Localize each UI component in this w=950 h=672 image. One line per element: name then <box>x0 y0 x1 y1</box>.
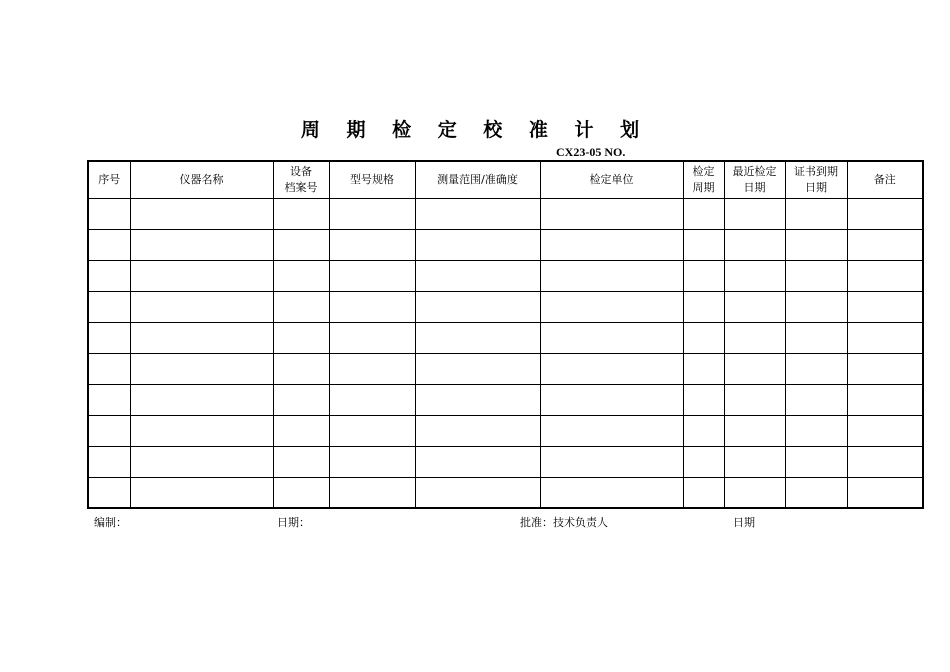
table-cell-name[interactable] <box>130 291 273 322</box>
table-cell-expiry[interactable] <box>785 415 847 446</box>
table-cell-seq[interactable] <box>88 229 130 260</box>
header-last_date-line: 最近检定 <box>732 164 777 178</box>
table-cell-cycle[interactable] <box>683 229 724 260</box>
table-cell-file_no[interactable] <box>273 477 329 508</box>
table-cell-model[interactable] <box>329 322 415 353</box>
header-range <box>415 161 540 198</box>
table-cell-expiry[interactable] <box>785 198 847 229</box>
table-cell-seq[interactable] <box>88 291 130 322</box>
table-row <box>88 446 923 477</box>
table-cell-last_date[interactable] <box>724 477 785 508</box>
header-unit <box>540 161 683 198</box>
table-cell-range[interactable] <box>415 477 540 508</box>
table-cell-name[interactable] <box>130 415 273 446</box>
header-range-line: 测量范围/准确度 <box>437 172 518 186</box>
table-cell-expiry[interactable] <box>785 384 847 415</box>
table-row <box>88 322 923 353</box>
table-cell-remark[interactable] <box>847 446 923 477</box>
table-cell-range[interactable] <box>415 415 540 446</box>
table-row <box>88 198 923 229</box>
header-last_date <box>724 161 785 198</box>
table-cell-cycle[interactable] <box>683 477 724 508</box>
table-cell-file_no[interactable] <box>273 322 329 353</box>
header-file_no <box>273 161 329 198</box>
table-cell-cycle[interactable] <box>683 291 724 322</box>
table-cell-unit[interactable] <box>540 384 683 415</box>
table-cell-remark[interactable] <box>847 415 923 446</box>
table-cell-remark[interactable] <box>847 353 923 384</box>
table-cell-seq[interactable] <box>88 446 130 477</box>
table-cell-seq[interactable] <box>88 477 130 508</box>
header-row <box>88 161 923 198</box>
table-cell-last_date[interactable] <box>724 446 785 477</box>
table-cell-name[interactable] <box>130 198 273 229</box>
table-cell-seq[interactable] <box>88 415 130 446</box>
table-cell-name[interactable] <box>130 384 273 415</box>
table-cell-last_date[interactable] <box>724 198 785 229</box>
table-cell-last_date[interactable] <box>724 353 785 384</box>
table-cell-name[interactable] <box>130 446 273 477</box>
table-cell-file_no[interactable] <box>273 229 329 260</box>
calibration-plan-table <box>87 160 924 509</box>
date-label: 日期： <box>277 516 310 529</box>
table-row <box>88 291 923 322</box>
table-cell-range[interactable] <box>415 384 540 415</box>
table-cell-model[interactable] <box>329 446 415 477</box>
table-cell-expiry[interactable] <box>785 291 847 322</box>
header-last_date-line: 日期 <box>743 180 766 194</box>
approved-by-label: 批准：技术负责人 <box>520 516 608 529</box>
table-cell-unit[interactable] <box>540 198 683 229</box>
table-cell-file_no[interactable] <box>273 198 329 229</box>
table-cell-model[interactable] <box>329 260 415 291</box>
approval-date-label: 日期 <box>733 516 755 529</box>
table-cell-remark[interactable] <box>847 291 923 322</box>
table-cell-unit[interactable] <box>540 229 683 260</box>
header-cycle-line: 周期 <box>692 180 715 194</box>
table-cell-cycle[interactable] <box>683 415 724 446</box>
table-row <box>88 477 923 508</box>
table-body <box>88 198 923 508</box>
table-cell-last_date[interactable] <box>724 322 785 353</box>
table-cell-unit[interactable] <box>540 446 683 477</box>
table-cell-cycle[interactable] <box>683 353 724 384</box>
table-cell-name[interactable] <box>130 477 273 508</box>
table-cell-file_no[interactable] <box>273 446 329 477</box>
table-cell-remark[interactable] <box>847 260 923 291</box>
table-cell-model[interactable] <box>329 353 415 384</box>
table-cell-file_no[interactable] <box>273 353 329 384</box>
table-cell-remark[interactable] <box>847 229 923 260</box>
table-cell-expiry[interactable] <box>785 446 847 477</box>
table-cell-last_date[interactable] <box>724 291 785 322</box>
table-cell-cycle[interactable] <box>683 322 724 353</box>
table-cell-expiry[interactable] <box>785 353 847 384</box>
header-expiry-line: 证书到期 <box>794 164 838 178</box>
header-model <box>329 161 415 198</box>
table-row <box>88 260 923 291</box>
header-remark-line: 备注 <box>873 172 896 186</box>
table-cell-unit[interactable] <box>540 415 683 446</box>
prepared-by-label: 编制： <box>94 516 127 529</box>
table-cell-model[interactable] <box>329 198 415 229</box>
table-cell-expiry[interactable] <box>785 322 847 353</box>
header-seq <box>88 161 130 198</box>
table-cell-name[interactable] <box>130 260 273 291</box>
document-title: 周 期 检 定 校 准 计 划 <box>300 119 650 141</box>
table-cell-remark[interactable] <box>847 477 923 508</box>
header-expiry-line: 日期 <box>805 180 827 194</box>
table-cell-expiry[interactable] <box>785 260 847 291</box>
table-cell-range[interactable] <box>415 229 540 260</box>
header-name <box>130 161 273 198</box>
header-cycle <box>683 161 724 198</box>
table-cell-cycle[interactable] <box>683 446 724 477</box>
table-cell-range[interactable] <box>415 260 540 291</box>
table-cell-file_no[interactable] <box>273 291 329 322</box>
table-cell-seq[interactable] <box>88 260 130 291</box>
table-cell-model[interactable] <box>329 384 415 415</box>
table-cell-expiry[interactable] <box>785 477 847 508</box>
table-cell-range[interactable] <box>415 322 540 353</box>
header-expiry <box>785 161 847 198</box>
table-cell-last_date[interactable] <box>724 415 785 446</box>
header-file_no-line: 档案号 <box>284 180 318 194</box>
table-cell-range[interactable] <box>415 198 540 229</box>
table-cell-file_no[interactable] <box>273 415 329 446</box>
table-cell-cycle[interactable] <box>683 198 724 229</box>
table-cell-unit[interactable] <box>540 322 683 353</box>
table-cell-remark[interactable] <box>847 384 923 415</box>
header-name-line: 仪器名称 <box>179 172 224 186</box>
header-seq-line: 序号 <box>98 172 121 186</box>
table-cell-cycle[interactable] <box>683 260 724 291</box>
table-cell-cycle[interactable] <box>683 384 724 415</box>
header-cycle-line: 检定 <box>692 164 715 178</box>
table-cell-seq[interactable] <box>88 384 130 415</box>
table-cell-seq[interactable] <box>88 198 130 229</box>
table-cell-name[interactable] <box>130 353 273 384</box>
table-cell-seq[interactable] <box>88 353 130 384</box>
table-cell-range[interactable] <box>415 446 540 477</box>
table-cell-unit[interactable] <box>540 477 683 508</box>
table-cell-expiry[interactable] <box>785 229 847 260</box>
table-cell-remark[interactable] <box>847 322 923 353</box>
header-file_no-line: 设备 <box>290 164 312 178</box>
table-row <box>88 353 923 384</box>
table-cell-range[interactable] <box>415 291 540 322</box>
table-cell-last_date[interactable] <box>724 384 785 415</box>
table-cell-model[interactable] <box>329 291 415 322</box>
table-cell-remark[interactable] <box>847 198 923 229</box>
table-cell-model[interactable] <box>329 229 415 260</box>
table-cell-file_no[interactable] <box>273 260 329 291</box>
table-cell-unit[interactable] <box>540 353 683 384</box>
table-cell-model[interactable] <box>329 415 415 446</box>
table-cell-file_no[interactable] <box>273 384 329 415</box>
table-row <box>88 229 923 260</box>
table-cell-last_date[interactable] <box>724 260 785 291</box>
header-model-line: 型号规格 <box>350 172 394 186</box>
table-cell-last_date[interactable] <box>724 229 785 260</box>
document-number: CX23-05 NO. <box>556 145 626 159</box>
table-cell-model[interactable] <box>329 477 415 508</box>
table-cell-name[interactable] <box>130 322 273 353</box>
table-cell-unit[interactable] <box>540 291 683 322</box>
header-remark <box>847 161 923 198</box>
table-cell-range[interactable] <box>415 353 540 384</box>
table-cell-seq[interactable] <box>88 322 130 353</box>
table-cell-unit[interactable] <box>540 260 683 291</box>
header-unit-line: 检定单位 <box>589 172 634 186</box>
table-row <box>88 415 923 446</box>
table-row <box>88 384 923 415</box>
table-cell-name[interactable] <box>130 229 273 260</box>
